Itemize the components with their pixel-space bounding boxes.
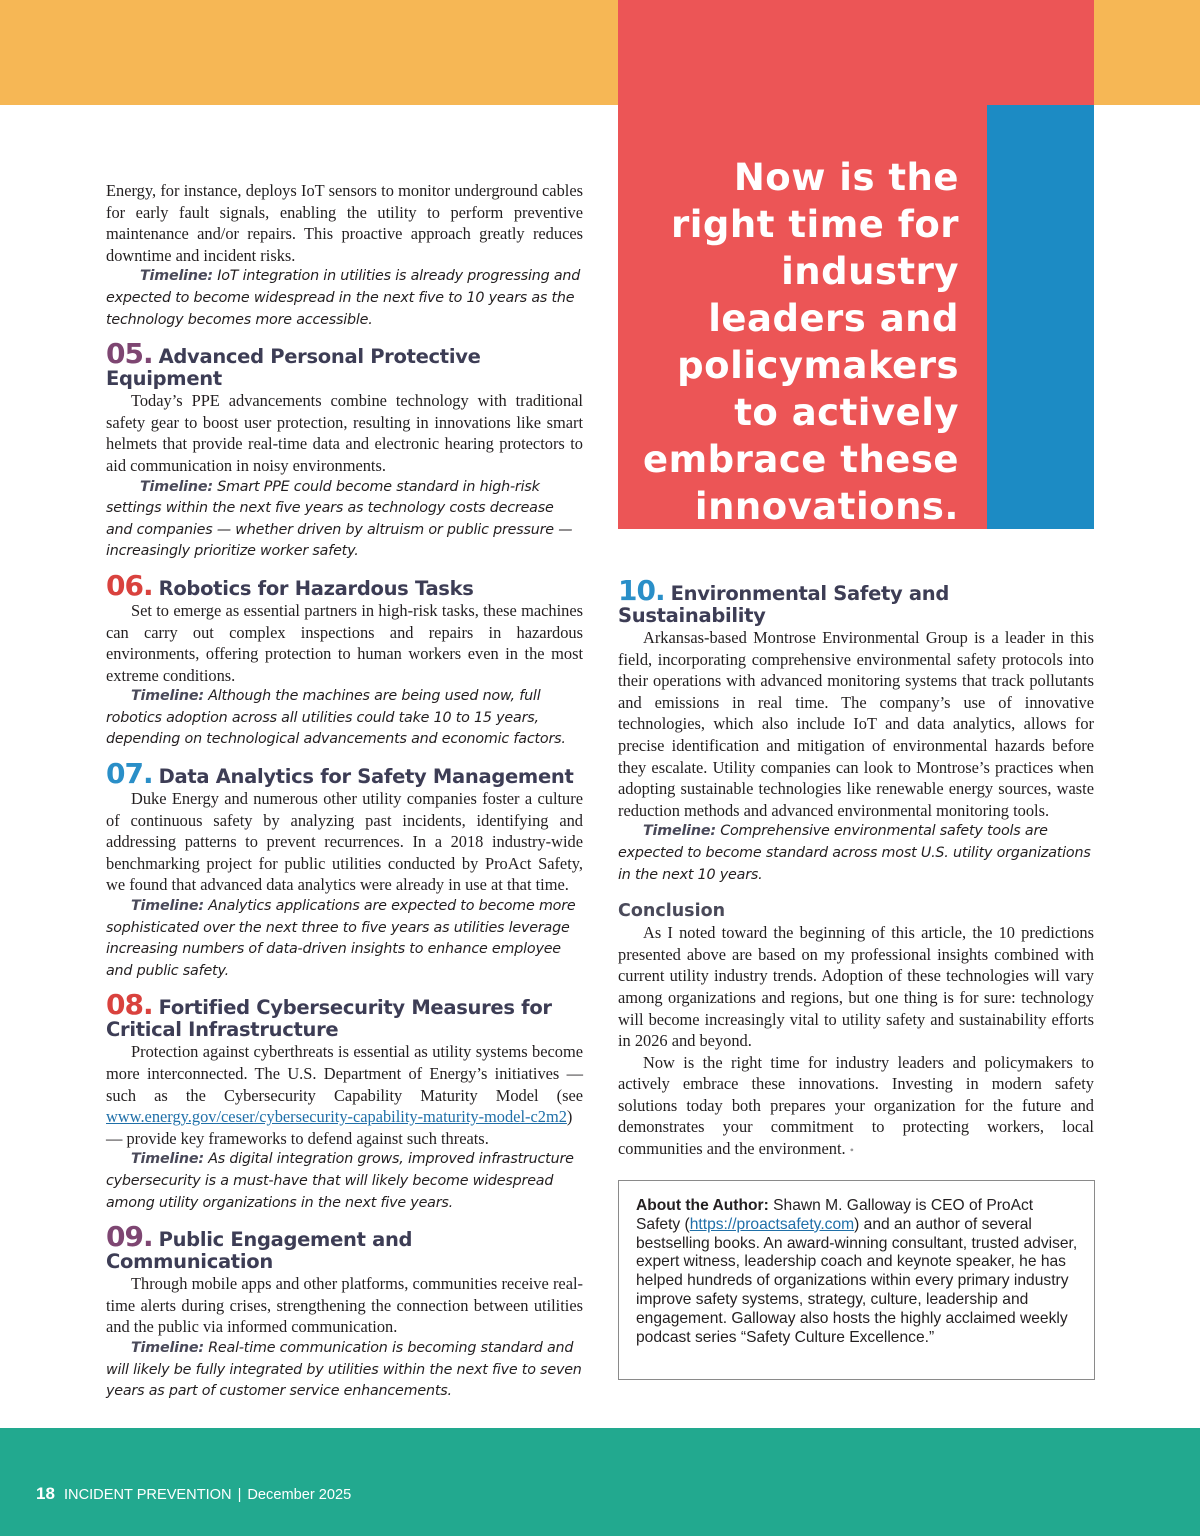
section-number: 06. xyxy=(106,568,153,602)
footer-separator: | xyxy=(237,1487,242,1503)
footer-band xyxy=(0,1428,1200,1536)
about-author-box xyxy=(618,1180,1095,1380)
timeline-label: Timeline: xyxy=(140,478,213,495)
timeline-label: Timeline: xyxy=(131,688,204,705)
section-number: 09. xyxy=(106,1220,153,1254)
section-06-heading xyxy=(106,568,583,602)
section-title: Data Analytics for Safety Management xyxy=(158,765,574,789)
section-05-body: Today’s PPE advancements combine technology with traditional safety gear to boost user protection, resulting in innovations like smart helmets that provide real-time data and electronic hearing protectors to aid communication in noisy environments. xyxy=(106,391,583,475)
left-column xyxy=(106,180,583,1403)
timeline-text: Comprehensive environmental safety tools are expected to become standard across most U.S. utility organizations in the next 10 years. xyxy=(618,823,1091,883)
timeline-label: Timeline: xyxy=(131,1339,204,1356)
publication-name: INCIDENT PREVENTION xyxy=(63,1487,232,1503)
section-title: Environmental Safety and Sustainability xyxy=(618,582,950,627)
end-mark: • xyxy=(849,1143,854,1158)
section-08-heading xyxy=(106,988,583,1042)
conclusion-paragraph-2 xyxy=(618,1052,1094,1162)
intro-timeline xyxy=(106,266,583,331)
section-05-heading xyxy=(106,337,583,391)
body-text: Protection against cyberthreats is essential as utility systems become more interconnected. The U.S. Department of Energy’s initiatives — such as the Cybersecurity Capability Maturity Model (see xyxy=(106,1042,583,1105)
section-title: Public Engagement and Communication xyxy=(106,1228,413,1274)
pull-quote: Now is the right time for industry leaders and policymakers to actively embrace these innovations. xyxy=(643,156,959,528)
section-number: 10. xyxy=(618,574,665,607)
timeline-label: Timeline: xyxy=(131,898,204,915)
section-number: 05. xyxy=(106,337,153,371)
section-10-body: Arkansas-based Montrose Environmental Group is a leader in this field, incorporating comprehensive environmental safety protocols into their operations with advanced monitoring systems that track pollutants and emissions in real time. The company’s use of innovative technologies, which also include IoT and data analytics, allows for precise identification and mitigation of environmental hazards before they escalate. Utility companies can look to Montrose’s practices when adopting sustainable technologies like renewable energy sources, waste reduction methods and advanced environmental monitoring tools. xyxy=(618,628,1094,820)
body-text: ) — provide key frameworks to defend against such threats. xyxy=(106,1107,573,1148)
intro-paragraph: Energy, for instance, deploys IoT sensors to monitor underground cables for early fault signals, enabling the utility to perform preventive maintenance and/or repairs. This proactive approach greatly reduces downtime and incident risks. xyxy=(106,181,583,265)
timeline-label: Timeline: xyxy=(140,268,213,285)
section-title-line1: Fortified Cybersecurity Measures for xyxy=(158,996,552,1020)
section-08-timeline xyxy=(106,1149,583,1214)
section-09-body: Through mobile apps and other platforms, communities receive real-time alerts during crises, strengthening the connection between utilities and the public via informed communication. xyxy=(106,1274,583,1337)
body-text: Now is the right time for industry leaders and policymakers to actively embrace these innovations. Investing in modern safety solutions today both prepares your organization for the future and demonstrates your commitment to protecting workers, local communities and the environment. xyxy=(618,1052,1094,1159)
author-label: About the Author: xyxy=(636,1197,769,1214)
section-title-line2: Critical Infrastructure xyxy=(106,1018,339,1042)
timeline-text: Real-time communication is becoming standard and will likely be fully integrated by utilities within the next five to seven years as part of customer service enhancements. xyxy=(106,1339,582,1400)
section-05-timeline xyxy=(106,477,583,563)
author-text: ) and an author of several bestselling books. An award-winning consultant, trusted adviser, expert witness, leadership coach and keynote speaker, he has helped hundreds of organizations within every primary industry improve safety systems, strategy, culture, leadership and engagement. Galloway also hosts the highly acclaimed weekly podcast series “Safety Culture Excellence.” xyxy=(636,1215,1078,1346)
section-10-heading xyxy=(618,574,1094,627)
timeline-text: Although the machines are being used now, full robotics adoption across all utilities could take 10 to 15 years, depending on technological advancements and economic factors. xyxy=(106,688,566,748)
timeline-text: Analytics applications are expected to become more sophisticated over the next three to five years as utilities leverage increasing numbers of data-driven insights to enhance employee and public safety. xyxy=(106,898,576,979)
c2m2-link[interactable]: www.energy.gov/ceser/cybersecurity-capability-maturity-model-c2m2 xyxy=(106,1107,567,1127)
timeline-text: IoT integration in utilities is already progressing and expected to become widespread in the next five to 10 years as the technology becomes more accessible. xyxy=(106,268,581,328)
conclusion-heading: Conclusion xyxy=(618,901,726,922)
section-number: 08. xyxy=(106,988,153,1022)
section-number: 07. xyxy=(106,757,153,791)
conclusion-paragraph-1: As I noted toward the beginning of this article, the 10 predictions presented above are based on my professional insights combined with current utility industry trends. Adoption of these technologies will vary among organizations and regions, but one thing is for sure: technology will become increasingly vital to utility safety and sustainability efforts in 2026 and beyond. xyxy=(618,923,1094,1051)
proactsafety-link[interactable]: https://proactsafety.com xyxy=(689,1215,855,1233)
section-title: Advanced Personal Protective Equipment xyxy=(106,345,481,391)
page-number: 18 xyxy=(36,1484,55,1503)
section-title: Robotics for Hazardous Tasks xyxy=(158,576,474,600)
footer-folio xyxy=(36,1485,351,1504)
timeline-text: As digital integration grows, improved infrastructure cybersecurity is a must-have that will likely become widespread among utility organizations in the next five years. xyxy=(106,1151,574,1211)
right-column xyxy=(618,574,1094,1162)
timeline-label: Timeline: xyxy=(131,1151,204,1168)
section-07-heading xyxy=(106,757,583,791)
section-07-body: Duke Energy and numerous other utility companies foster a culture of continuous safety by analyzing past incidents, identifying and addressing patterns to prevent recurrences. In a 2018 industry-wide benchmarking project for public utilities conducted by ProAct Safety, we found that advanced data analytics were already in use at that time. xyxy=(106,789,583,895)
timeline-text: Smart PPE could become standard in high-risk settings within the next five years as technology costs decrease and companies — whether driven by altruism or public pressure — increasingly prioritize worker safety. xyxy=(106,478,573,560)
section-10-timeline xyxy=(618,821,1094,886)
section-09-heading xyxy=(106,1220,583,1274)
timeline-label: Timeline: xyxy=(643,823,716,840)
section-07-timeline xyxy=(106,896,583,982)
section-06-body: Set to emerge as essential partners in high-risk tasks, these machines can carry out complex inspections and repairs in hazardous environments, offering protection to human workers even in the most extreme conditions. xyxy=(106,600,583,685)
section-09-timeline xyxy=(106,1338,583,1403)
blue-accent-bar xyxy=(987,105,1094,529)
author-text: Shawn M. Galloway is CEO of ProAct Safety ( xyxy=(636,1197,1034,1233)
section-06-timeline xyxy=(106,686,583,751)
issue-date: December 2025 xyxy=(247,1487,352,1503)
section-08-body xyxy=(106,1041,583,1149)
